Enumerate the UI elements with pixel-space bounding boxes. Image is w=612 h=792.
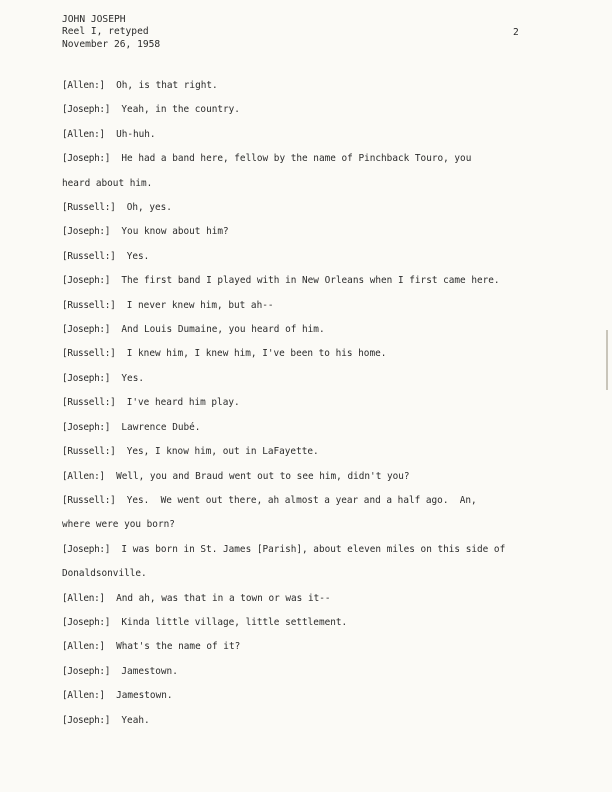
speaker-label: [Russell:] bbox=[62, 494, 116, 506]
utterance-text: You know about him? bbox=[121, 226, 229, 238]
speaker-label: [Allen:] bbox=[62, 641, 105, 653]
transcript-line bbox=[62, 660, 542, 684]
transcript-line bbox=[62, 220, 542, 244]
transcript-line bbox=[62, 172, 542, 196]
transcript-line bbox=[62, 269, 542, 293]
transcript-line bbox=[62, 489, 542, 513]
speaker-label: [Joseph:] bbox=[62, 275, 111, 287]
utterance-text: where were you born? bbox=[62, 519, 175, 531]
speaker-label: [Joseph:] bbox=[62, 324, 111, 336]
transcript-line bbox=[62, 611, 542, 635]
utterance-text: Yeah, in the country. bbox=[121, 104, 240, 116]
speaker-label: [Joseph:] bbox=[62, 421, 111, 433]
transcript-line bbox=[62, 123, 542, 147]
transcript-line bbox=[62, 294, 542, 318]
speaker-label: [Allen:] bbox=[62, 690, 105, 702]
utterance-text: Oh, is that right. bbox=[116, 80, 218, 91]
speaker-label: [Russell:] bbox=[62, 202, 116, 214]
speaker-label: [Joseph:] bbox=[62, 543, 111, 555]
speaker-label: [Joseph:] bbox=[62, 226, 111, 238]
transcript-line bbox=[62, 147, 542, 171]
speaker-label: [Allen:] bbox=[62, 470, 105, 482]
header-name: JOHN JOSEPH bbox=[62, 14, 126, 25]
speaker-label: [Joseph:] bbox=[62, 104, 111, 116]
transcript-line bbox=[62, 245, 542, 269]
transcript-line bbox=[62, 684, 542, 708]
utterance-text: Jamestown. bbox=[121, 665, 178, 677]
transcript-line bbox=[62, 98, 542, 122]
speaker-label: [Joseph:] bbox=[62, 153, 111, 165]
speaker-label: [Allen:] bbox=[62, 592, 105, 604]
speaker-label: [Allen:] bbox=[62, 128, 105, 140]
transcript-line bbox=[62, 440, 542, 464]
transcript-line bbox=[62, 318, 542, 342]
utterance-text: I've heard him play. bbox=[126, 397, 240, 409]
utterance-text: Yes. bbox=[126, 250, 150, 262]
transcript-line bbox=[62, 465, 542, 489]
speaker-label: [Russell:] bbox=[62, 397, 116, 409]
utterance-text: Well, you and Braud went out to see him, didn't you? bbox=[116, 470, 410, 482]
utterance-text: Donaldsonville. bbox=[62, 568, 147, 580]
transcript-line bbox=[62, 513, 542, 537]
speaker-label: [Allen:] bbox=[62, 80, 105, 91]
utterance-text: Yes. We went out there, ah almost a year and a half ago. An, bbox=[126, 494, 477, 506]
speaker-label: [Joseph:] bbox=[62, 665, 111, 677]
transcript-line bbox=[62, 635, 542, 659]
utterance-text: Lawrence Dubé. bbox=[121, 421, 201, 433]
utterance-text: Uh-huh. bbox=[116, 128, 156, 140]
speaker-label: [Joseph:] bbox=[62, 616, 111, 628]
utterance-text: Yeah. bbox=[121, 714, 150, 726]
utterance-text: He had a band here, fellow by the name of Pinchback Touro, you bbox=[121, 153, 472, 165]
transcript-line bbox=[62, 367, 542, 391]
transcript-line bbox=[62, 342, 542, 366]
transcript-body bbox=[62, 74, 542, 733]
transcript-line bbox=[62, 416, 542, 440]
speaker-label: [Russell:] bbox=[62, 299, 116, 311]
utterance-text: And Louis Dumaine, you heard of him. bbox=[121, 324, 325, 336]
utterance-text: Kinda little village, little settlement. bbox=[121, 616, 348, 628]
transcript-line bbox=[62, 74, 542, 98]
transcript-line bbox=[62, 562, 542, 586]
header-reel: Reel I, retyped bbox=[62, 26, 149, 38]
utterance-text: The first band I played with in New Orleans when I first came here. bbox=[121, 275, 500, 287]
speaker-label: [Joseph:] bbox=[62, 714, 111, 726]
transcript-line bbox=[62, 391, 542, 415]
transcript-line bbox=[62, 709, 542, 733]
utterance-text: I never knew him, but ah-- bbox=[126, 299, 274, 311]
utterance-text: I knew him, I knew him, I've been to his home. bbox=[126, 348, 387, 360]
speaker-label: [Russell:] bbox=[62, 348, 116, 360]
utterance-text: Yes. bbox=[121, 372, 144, 384]
utterance-text: And ah, was that in a town or was it-- bbox=[116, 592, 331, 604]
utterance-text: Yes, I know him, out in LaFayette. bbox=[126, 446, 319, 458]
transcript-line bbox=[62, 538, 542, 562]
utterance-text: What's the name of it? bbox=[116, 641, 241, 653]
page-number: 2 bbox=[513, 27, 519, 38]
utterance-text: heard about him. bbox=[62, 177, 153, 189]
utterance-text: Oh, yes. bbox=[126, 202, 172, 214]
speaker-label: [Russell:] bbox=[62, 446, 116, 458]
header-date: November 26, 1958 bbox=[62, 38, 161, 50]
utterance-text: Jamestown. bbox=[116, 690, 173, 702]
speaker-label: [Joseph:] bbox=[62, 372, 111, 384]
speaker-label: [Russell:] bbox=[62, 250, 116, 262]
document-header bbox=[62, 14, 160, 51]
paper-edge-mark bbox=[606, 330, 608, 390]
utterance-text: I was born in St. James [Parish], about eleven miles on this side of bbox=[121, 543, 506, 555]
transcript-line bbox=[62, 587, 542, 611]
transcript-line bbox=[62, 196, 542, 220]
